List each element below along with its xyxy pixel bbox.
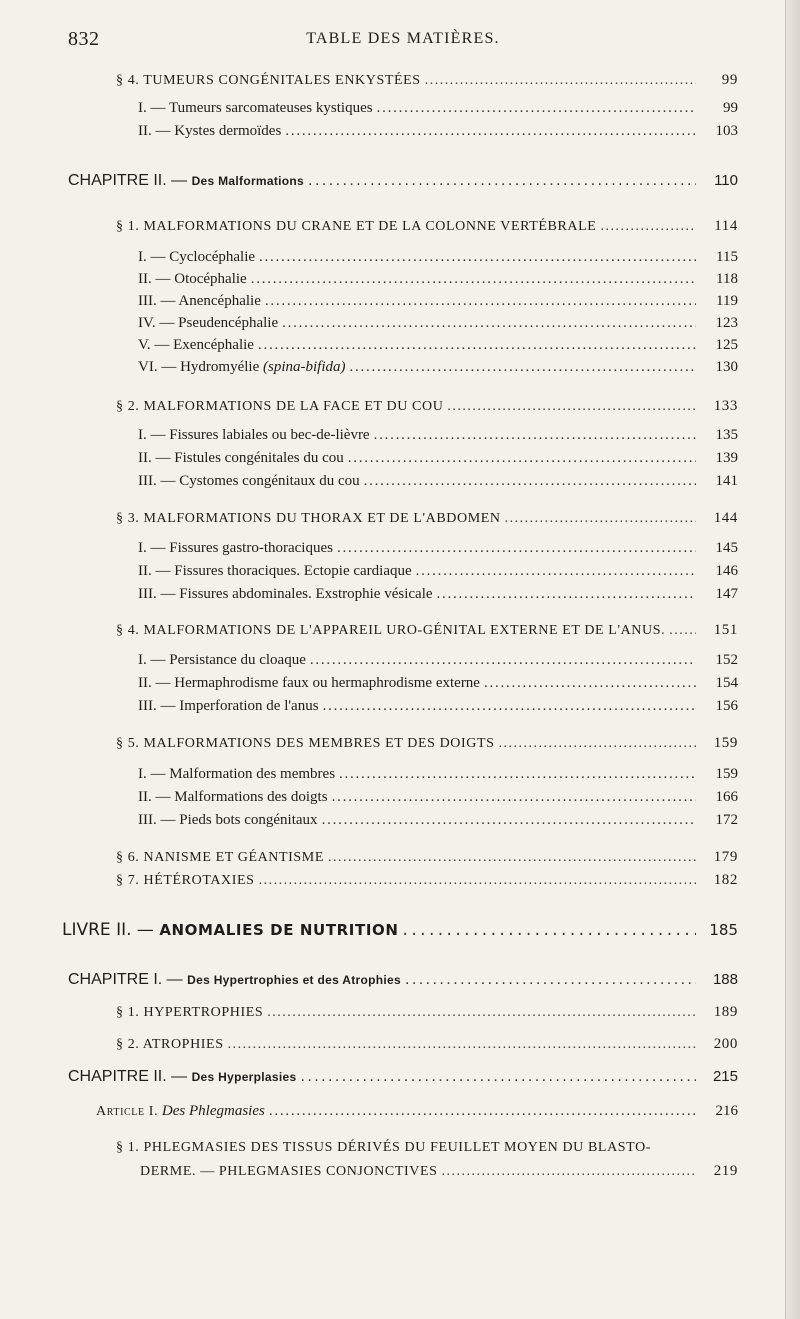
toc-book-entry[interactable] bbox=[62, 920, 738, 940]
toc-entry-page: 99 bbox=[721, 72, 738, 88]
toc-entry-label: II. — Fistules congénitales du cou bbox=[138, 450, 344, 466]
toc-entry-label bbox=[138, 359, 345, 376]
toc-entry-label: I. — Tumeurs sarcomateuses kystiques bbox=[138, 100, 373, 116]
toc-entry-page: 154 bbox=[715, 675, 738, 691]
toc-entry-label: III. — Anencéphalie bbox=[138, 293, 261, 309]
dot-leader bbox=[251, 271, 696, 288]
toc-article-entry[interactable] bbox=[96, 1103, 738, 1120]
toc-entry-label: V. — Exencéphalie bbox=[138, 337, 254, 353]
toc-item-entry[interactable] bbox=[138, 315, 738, 332]
toc-entry-page: 185 bbox=[709, 921, 738, 939]
chapter-title: Des Malformations bbox=[191, 174, 305, 188]
toc-item-entry[interactable] bbox=[138, 293, 738, 310]
toc-section-entry[interactable] bbox=[116, 72, 738, 89]
toc-entry-label: § 4. MALFORMATIONS DE L'APPAREIL URO-GÉNITAL EXTERNE ET DE L'ANUS. bbox=[116, 623, 666, 638]
toc-entry-label: § 4. TUMEURS CONGÉNITALES ENKYSTÉES bbox=[116, 73, 421, 88]
chapter-title: Des Hypertrophies et des Atrophies bbox=[187, 973, 401, 987]
toc-item-entry[interactable] bbox=[138, 766, 738, 783]
dot-leader bbox=[416, 563, 696, 580]
dot-leader bbox=[269, 1103, 696, 1120]
toc-entry-page: 147 bbox=[715, 586, 738, 602]
dot-leader bbox=[505, 511, 696, 527]
dot-leader bbox=[328, 850, 696, 866]
toc-entry-label: IV. — Pseudencéphalie bbox=[138, 315, 279, 331]
toc-entry-page: 146 bbox=[715, 563, 738, 579]
toc-entry-label: I. — Malformation des membres bbox=[138, 766, 336, 782]
dot-leader bbox=[403, 920, 696, 940]
toc-item-entry[interactable] bbox=[138, 652, 738, 669]
dot-leader bbox=[484, 675, 696, 692]
toc-entry-label: III. — Fissures abdominales. Exstrophie vésicale bbox=[138, 586, 433, 602]
toc-entry-label bbox=[68, 971, 401, 989]
toc-item-entry[interactable] bbox=[138, 812, 738, 829]
toc-item-entry[interactable] bbox=[138, 586, 738, 603]
dot-leader bbox=[437, 586, 696, 603]
toc-entry-label: § 1. MALFORMATIONS DU CRANE ET DE LA COLONNE VERTÉBRALE bbox=[116, 219, 597, 234]
toc-entry-first-line: § 1. PHLEGMASIES DES TISSUS DÉRIVÉS DU FEUILLET MOYEN DU BLASTO- bbox=[116, 1140, 652, 1155]
article-prefix: Article I. bbox=[96, 1104, 159, 1119]
toc-item-entry[interactable] bbox=[138, 698, 738, 715]
toc-entry-page: 110 bbox=[714, 172, 738, 189]
toc-entry-label: III. — Cystomes congénitaux du cou bbox=[138, 473, 360, 489]
toc-section-entry[interactable] bbox=[116, 622, 738, 639]
toc-entry-page: 216 bbox=[715, 1103, 738, 1119]
toc-entry-page: 139 bbox=[715, 450, 738, 466]
toc-item-entry[interactable] bbox=[138, 450, 738, 467]
dot-leader bbox=[258, 337, 696, 354]
dot-leader bbox=[267, 1005, 696, 1021]
toc-entry-label: I. — Persistance du cloaque bbox=[138, 652, 306, 668]
toc-entry-label bbox=[96, 1103, 265, 1120]
toc-entry-page: 115 bbox=[716, 249, 738, 265]
toc-section-entry[interactable] bbox=[116, 849, 738, 866]
toc-entry-page: 133 bbox=[713, 398, 738, 414]
toc-entry-label: § 3. MALFORMATIONS DU THORAX ET DE L'ABDOMEN bbox=[116, 511, 501, 526]
toc-entry-label: § 7. HÉTÉROTAXIES bbox=[116, 873, 255, 888]
toc-entry-page: 179 bbox=[713, 849, 738, 865]
toc-entry-page: 118 bbox=[716, 271, 738, 287]
toc-entry-label: II. — Malformations des doigts bbox=[138, 789, 328, 805]
toc-entry-page: 125 bbox=[715, 337, 738, 353]
dot-leader bbox=[447, 399, 696, 415]
book-prefix: LIVRE II. — bbox=[62, 920, 154, 940]
dot-leader bbox=[282, 315, 696, 332]
chapter-prefix: CHAPITRE II. — bbox=[68, 172, 188, 189]
toc-item-entry[interactable] bbox=[138, 123, 738, 140]
dot-leader bbox=[349, 359, 696, 376]
toc-entry-label: II. — Fissures thoraciques. Ectopie cardiaque bbox=[138, 563, 412, 579]
toc-section-entry[interactable] bbox=[140, 1163, 738, 1180]
toc-section-entry[interactable] bbox=[116, 1036, 738, 1053]
dot-leader bbox=[300, 1068, 696, 1086]
toc-entry-page: 141 bbox=[715, 473, 738, 489]
toc-entry-page: 114 bbox=[714, 218, 738, 234]
toc-entry-label: DERME. — PHLEGMASIES CONJONCTIVES bbox=[140, 1164, 438, 1179]
toc-item-entry[interactable] bbox=[138, 540, 738, 557]
toc-chapter-entry[interactable] bbox=[68, 971, 738, 989]
toc-item-entry[interactable] bbox=[138, 337, 738, 354]
toc-section-entry[interactable] bbox=[116, 1004, 738, 1021]
toc-entry-page: 130 bbox=[715, 359, 738, 375]
toc-entry-label bbox=[62, 920, 399, 940]
toc-entry-page: 159 bbox=[715, 766, 738, 782]
toc-item-entry[interactable] bbox=[138, 249, 738, 266]
toc-entry-page: 189 bbox=[713, 1004, 738, 1020]
toc-item-entry[interactable] bbox=[138, 473, 738, 490]
toc-entry-page: 200 bbox=[713, 1036, 738, 1052]
toc-entry-label: I. — Fissures labiales ou bec-de-lièvre bbox=[138, 427, 370, 443]
toc-entry-page: 152 bbox=[715, 652, 738, 668]
toc-entry-page: 103 bbox=[715, 123, 738, 139]
toc-entry-page: 215 bbox=[712, 1068, 738, 1085]
toc-entry-label: I. — Fissures gastro-thoraciques bbox=[138, 540, 333, 556]
toc-entry-page: 219 bbox=[713, 1163, 738, 1179]
dot-leader bbox=[259, 249, 696, 266]
toc-section-entry[interactable] bbox=[116, 735, 738, 752]
book-title: ANOMALIES DE NUTRITION bbox=[159, 921, 399, 939]
page-header bbox=[68, 28, 738, 58]
toc-entry-label: III. — Pieds bots congénitaux bbox=[138, 812, 318, 828]
toc-entry-label: § 5. MALFORMATIONS DES MEMBRES ET DES DOIGTS bbox=[116, 736, 495, 751]
toc-entry-label: I. — Cyclocéphalie bbox=[138, 249, 256, 265]
toc-entry-page: 172 bbox=[715, 812, 738, 828]
toc-item-entry[interactable] bbox=[138, 563, 738, 580]
toc-entry-label: III. — Imperforation de l'anus bbox=[138, 698, 319, 714]
toc-entry-label: II. — Kystes dermoïdes bbox=[138, 123, 282, 139]
toc-entry-italic: (spina-bifida) bbox=[262, 359, 346, 375]
dot-leader bbox=[259, 873, 696, 889]
dot-leader bbox=[228, 1037, 696, 1053]
dot-leader bbox=[332, 789, 696, 806]
article-title: Des Phlegmasies bbox=[161, 1103, 265, 1119]
toc-chapter-entry[interactable] bbox=[68, 1068, 738, 1086]
toc-entry-page: 145 bbox=[715, 540, 738, 556]
dot-leader bbox=[374, 427, 696, 444]
dot-leader bbox=[265, 293, 696, 310]
toc-entry-page: 119 bbox=[716, 293, 738, 309]
page-edge bbox=[785, 0, 800, 1319]
dot-leader bbox=[308, 172, 696, 190]
toc-entry-label: § 2. MALFORMATIONS DE LA FACE ET DU COU bbox=[116, 399, 444, 414]
dot-leader bbox=[339, 766, 696, 783]
toc-entry-label bbox=[68, 1068, 296, 1086]
toc-entry-label: § 6. NANISME ET GÉANTISME bbox=[116, 850, 325, 865]
dot-leader bbox=[441, 1164, 696, 1180]
toc-item-entry[interactable] bbox=[138, 789, 738, 806]
dot-leader bbox=[364, 473, 696, 490]
toc-entry-label bbox=[68, 172, 304, 190]
running-title: TABLE DES MATIÈRES. bbox=[306, 30, 500, 47]
toc-entry-page: 123 bbox=[715, 315, 738, 331]
toc-entry-label: II. — Hermaphrodisme faux ou hermaphrodisme externe bbox=[138, 675, 480, 691]
toc-entry-page: 182 bbox=[713, 872, 738, 888]
toc-entry-page: 188 bbox=[712, 971, 738, 988]
dot-leader bbox=[377, 100, 696, 117]
dot-leader bbox=[405, 971, 696, 989]
page-number: 832 bbox=[68, 28, 100, 50]
toc-section-entry[interactable] bbox=[116, 398, 738, 415]
toc-entry-page: 156 bbox=[715, 698, 738, 714]
dot-leader bbox=[323, 698, 696, 715]
toc-item-entry[interactable] bbox=[138, 100, 738, 117]
toc-entry-label: II. — Otocéphalie bbox=[138, 271, 247, 287]
toc-item-entry[interactable] bbox=[138, 359, 738, 376]
toc-entry-text: VI. — Hydromyélie bbox=[138, 359, 260, 375]
dot-leader bbox=[669, 623, 696, 639]
toc-entry-label: § 2. ATROPHIES bbox=[116, 1037, 224, 1052]
toc-section-entry[interactable] bbox=[116, 218, 738, 235]
toc-item-entry[interactable] bbox=[138, 427, 738, 444]
toc-chapter-entry[interactable] bbox=[68, 172, 738, 190]
toc-entry-page: 159 bbox=[713, 735, 738, 751]
dot-leader bbox=[425, 73, 696, 89]
toc-item-entry[interactable] bbox=[138, 271, 738, 288]
toc-entry-label: § 1. HYPERTROPHIES bbox=[116, 1005, 264, 1020]
dot-leader bbox=[600, 219, 696, 235]
chapter-prefix: CHAPITRE II. — bbox=[68, 1068, 188, 1085]
dot-leader bbox=[322, 812, 696, 829]
toc-entry-page: 144 bbox=[713, 510, 738, 526]
dot-leader bbox=[348, 450, 696, 467]
toc-item-entry[interactable] bbox=[138, 675, 738, 692]
toc-section-entry[interactable] bbox=[116, 872, 738, 889]
toc-entry-page: 99 bbox=[723, 100, 738, 116]
dot-leader bbox=[285, 123, 696, 140]
dot-leader bbox=[499, 736, 696, 752]
dot-leader bbox=[337, 540, 696, 557]
toc-entry-page: 151 bbox=[713, 622, 738, 638]
toc-entry-page: 166 bbox=[715, 789, 738, 805]
toc-entry-page: 135 bbox=[715, 427, 738, 443]
toc-section-entry[interactable] bbox=[116, 510, 738, 527]
dot-leader bbox=[310, 652, 696, 669]
chapter-prefix: CHAPITRE I. — bbox=[68, 971, 183, 988]
chapter-title: Des Hyperplasies bbox=[191, 1070, 297, 1084]
